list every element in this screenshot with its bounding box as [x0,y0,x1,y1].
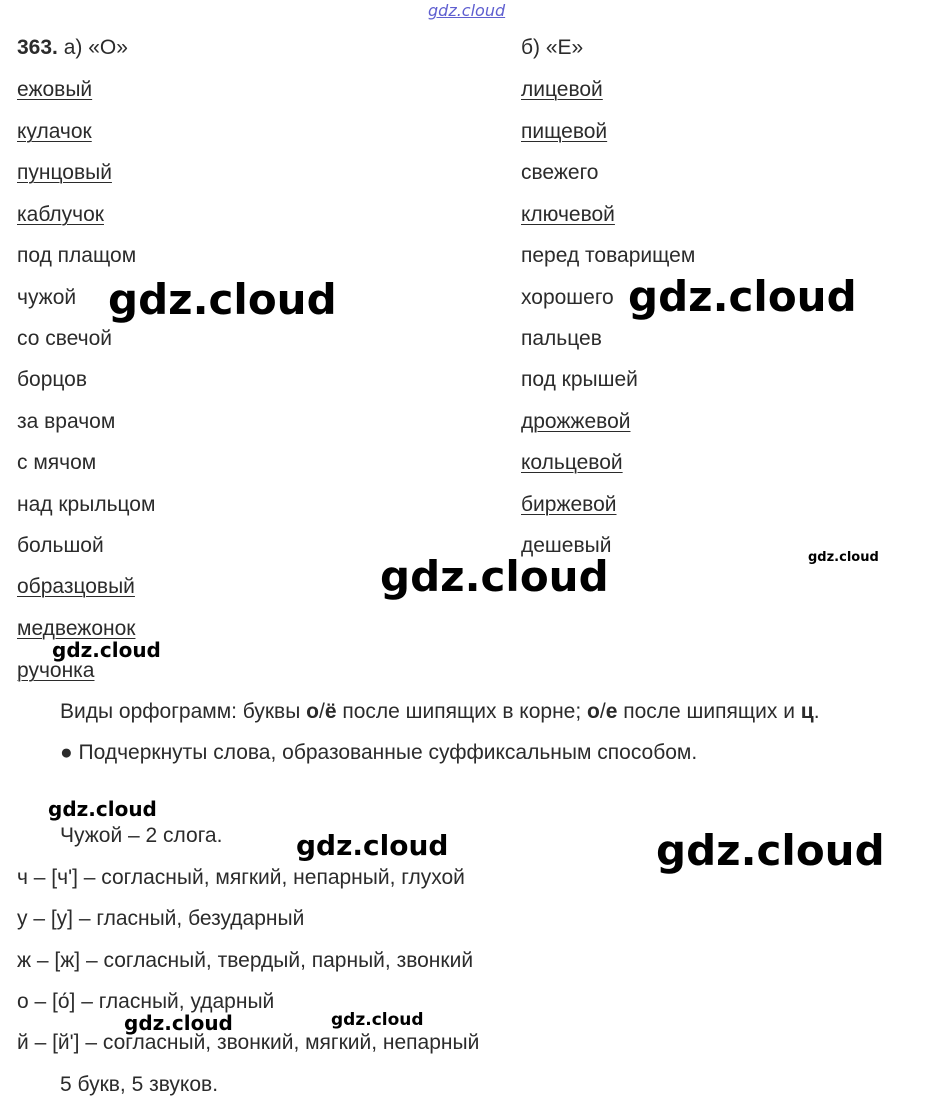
column-b-word: кольцевой [521,451,623,474]
column-a-word: за врачом [17,410,116,433]
column-a-word: медвежонок [17,617,136,640]
column-a-word: со свечой [17,327,113,350]
letter-sound-summary: 5 букв, 5 звуков. [60,1073,219,1096]
column-b-word: свежего [521,161,599,184]
watermark: gdz.cloud [656,826,885,875]
syllable-count: Чужой – 2 слога. [60,824,223,847]
column-a-word: каблучок [17,203,104,226]
column-a-word: ежовый [17,78,93,101]
orthogram-letter: ц [800,700,814,723]
phonetic-row: й – [й'] – согласный, звонкий, мягкий, непарный [17,1031,480,1054]
orthogram-types [60,701,820,722]
column-b-word: дрожжевой [521,410,631,433]
orthogram-letter: е [605,700,618,723]
bullet-note: ● Подчеркнуты слова, образованные суффиксальным способом. [60,741,698,764]
column-a-word: борцов [17,368,88,391]
watermark: gdz.cloud [380,552,609,601]
column-b-word: биржевой [521,493,617,516]
orthogram-text: после шипящих и [617,700,801,723]
column-a-word: ручонка [17,659,95,682]
column-a-word: образцовый [17,575,135,598]
phonetic-row: ж – [ж] – согласный, твердый, парный, звонкий [17,949,474,972]
orthogram-letter: о [587,700,600,723]
watermark: gdz.cloud [331,1010,424,1030]
orthogram-text: после шипящих в корне; [336,700,588,723]
column-a-word: пунцовый [17,161,112,184]
column-b-heading: б) «Е» [521,36,584,59]
watermark: gdz.cloud [52,638,161,662]
column-b-word: пальцев [521,327,602,350]
phonetic-row: о – [о́] – гласный, ударный [17,990,275,1013]
phonetic-row: у – [у] – гласный, безударный [17,907,305,930]
orthogram-letter: ё [324,700,337,723]
column-b-word: хорошего [521,286,614,309]
column-a-heading: а) «О» [63,36,128,59]
column-b-word: под крышей [521,368,638,391]
column-a-word: большой [17,534,104,557]
orthogram-text: / [318,700,325,723]
watermark: gdz.cloud [628,272,857,321]
watermark: gdz.cloud [48,797,157,821]
column-a-word: под плащом [17,244,137,267]
exercise-header [17,37,128,58]
orthogram-letter: о [306,700,319,723]
watermark: gdz.cloud [124,1011,233,1035]
orthogram-text: . [813,700,820,723]
column-a-word: с мячом [17,451,97,474]
exercise-number: 363. [17,36,58,59]
orthogram-text: Виды орфограмм: буквы [60,700,307,723]
column-b-word: дешевый [521,534,612,557]
column-b-word: пищевой [521,120,608,143]
phonetic-row: ч – [ч'] – согласный, мягкий, непарный, глухой [17,866,465,889]
watermark: gdz.cloud [808,550,879,565]
watermark-top: gdz.cloud [428,1,506,20]
column-a-word: чужой [17,286,77,309]
watermark: gdz.cloud [108,275,337,324]
column-b-word: ключевой [521,203,615,226]
column-a-word: кулачок [17,120,92,143]
column-b-word: перед товарищем [521,244,696,267]
orthogram-text: / [599,700,606,723]
column-a-word: над крыльцом [17,493,156,516]
column-b-word: лицевой [521,78,603,101]
watermark: gdz.cloud [296,829,449,862]
